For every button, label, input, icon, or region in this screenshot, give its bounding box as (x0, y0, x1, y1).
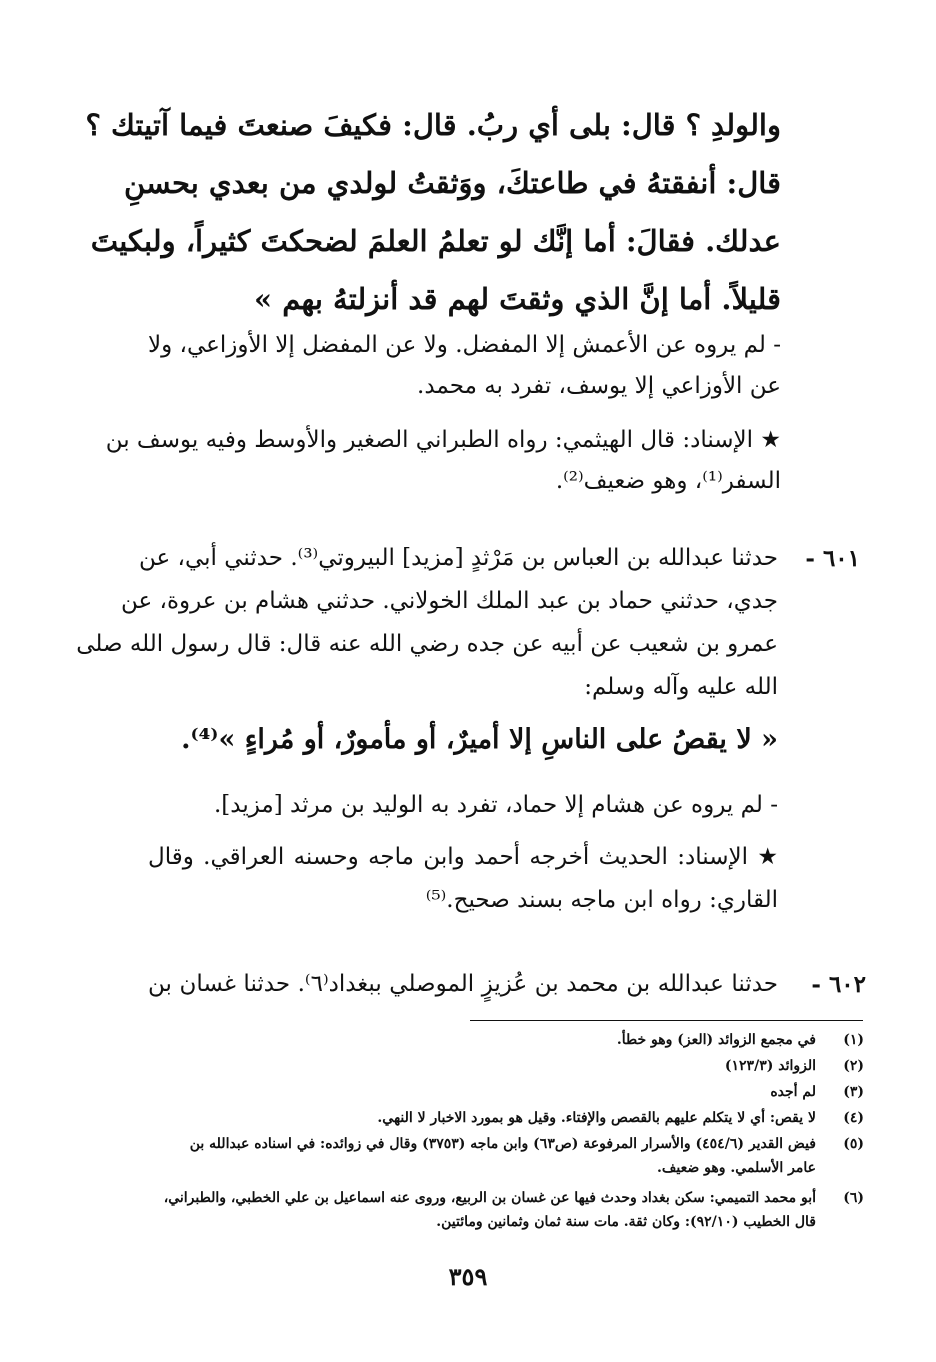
footnote-number: (٣) (843, 1084, 864, 1100)
footnote-number: (٥) (843, 1136, 864, 1152)
chain-line: حدثنا عبدالله بن محمد بن عُزيزٍ الموصلي ببغداد⁽٦⁾. حدثنا غسان بن (148, 971, 778, 997)
matn-line: « لا يقصُ على الناسِ إلا أميرٌ، أو مأمورٌ، أو مُراءٍ »⁽⁴⁾. (181, 724, 778, 755)
quote-line: عدلك. فقالَ: أما إنَّك لو تعلمُ العلمَ لضحكتَ كثيراً، ولبكيتَ (90, 224, 781, 258)
quote-line: قليلاً. أما إنَّ الذي وثقتَ لهم قد أنزلتهُ بهم » (253, 282, 781, 316)
hadith-number-text: ٦٠٢ - (811, 971, 866, 998)
isnad-line: ★ الإسناد: قال الهيثمي: رواه الطبراني الصغير والأوسط وفيه يوسف بن (105, 427, 781, 453)
hadith-number (780, 537, 860, 580)
quote-line: والولدِ ؟ قال: بلى أي ربُ. قال: فكيفَ صنعتَ فيما آتيتك ؟ (85, 108, 781, 142)
footnote-text: الزوائد (١٢٣/٣) (724, 1058, 816, 1074)
isnad-line: السفر⁽¹⁾، وهو ضعيف⁽²⁾. (555, 468, 781, 494)
page-number: ٣٥٩ (448, 1262, 488, 1291)
isnad-line: ★ الإسناد: الحديث أخرجه أحمد وابن ماجه وحسنه العراقي. وقال (148, 844, 778, 870)
chain-line: الله عليه وآله وسلم: (584, 674, 778, 700)
footnote-text: في مجمع الزوائد (العز) وهو خطأ. (616, 1032, 816, 1048)
footnote (98, 1054, 864, 1078)
footnote (98, 1080, 864, 1104)
chain-line: عمرو بن شعيب عن أبيه عن جده رضي الله عنه قال: قال رسول الله صلى (76, 631, 778, 657)
footnote-text: عامر الأسلمي. وهو ضعيف. (657, 1160, 816, 1176)
hadith-602-chain (148, 963, 778, 1006)
footnote-number: (٢) (843, 1058, 864, 1074)
hadith-601-note (148, 784, 778, 827)
hadith-number (776, 963, 866, 1006)
isnad-line: القاري: رواه ابن ماجه بسند صحيح.⁽⁵⁾ (425, 887, 778, 913)
footnote-text: فيض القدير (٤٥٤/٦) والأسرار المرفوعة (ص٦٣) وابن ماجه (٣٧٥٣) وقال في زوائده: في اسناده عبدالله بن (189, 1136, 816, 1152)
hadith-number-text: ٦٠١ - (805, 545, 860, 572)
footnote (98, 1186, 864, 1234)
footnote-text: قال الخطيب (٩٢/١٠): وكان ثقة. مات سنة ثمان وثمانين ومائتين. (436, 1214, 816, 1230)
footnote-number: (٦) (843, 1190, 864, 1206)
note-line: - لم يروه عن هشام إلا حماد، تفرد به الوليد بن مرثد [مزيد]. (213, 792, 778, 818)
quote-line: قال: أنفقتهُ في طاعتكَ، ووَثقتُ لولدي من بعدي بحسنِ (124, 166, 781, 200)
hadith-601-isnad (148, 836, 778, 922)
footnote-text: لا يقص: أي لا يتكلم عليهم بالقصص والإفتاء. وقيل هو بمورد الاخبار لا النهي. (377, 1110, 816, 1126)
chain-line: حدثنا عبدالله بن العباس بن مَرْثدٍ [مزيد] البيروتي⁽³⁾. حدثني أبي، عن (138, 545, 778, 571)
note-line: عن الأوزاعي إلا يوسف، تفرد به محمد. (417, 373, 781, 399)
footnote-separator (470, 1020, 863, 1021)
hadith-601-chain (76, 537, 778, 709)
chain-line: جدي، حدثني حماد بن عبد الملك الخولاني. حدثني هشام بن عروة، عن (120, 588, 778, 614)
footnote-text: أبو محمد التميمي: سكن بغداد وحدث فيها عن غسان بن الربيع، وروى عنه اسماعيل بن علي الخطبي، والطبراني، (163, 1190, 816, 1206)
footnote-number: (٤) (843, 1110, 864, 1126)
narration-note (148, 325, 781, 407)
footnote-number: (١) (843, 1032, 864, 1048)
footnote-text: لم أجده (770, 1084, 816, 1100)
footnote (98, 1028, 864, 1052)
footnote (98, 1132, 864, 1180)
footnote (98, 1106, 864, 1130)
isnad-note (105, 420, 781, 502)
note-line: - لم يروه عن الأعمش إلا المفضل. ولا عن المفضل إلا الأوزاعي، ولا (148, 332, 781, 358)
quote-paragraph (85, 96, 781, 328)
hadith-601-matn (148, 716, 778, 764)
